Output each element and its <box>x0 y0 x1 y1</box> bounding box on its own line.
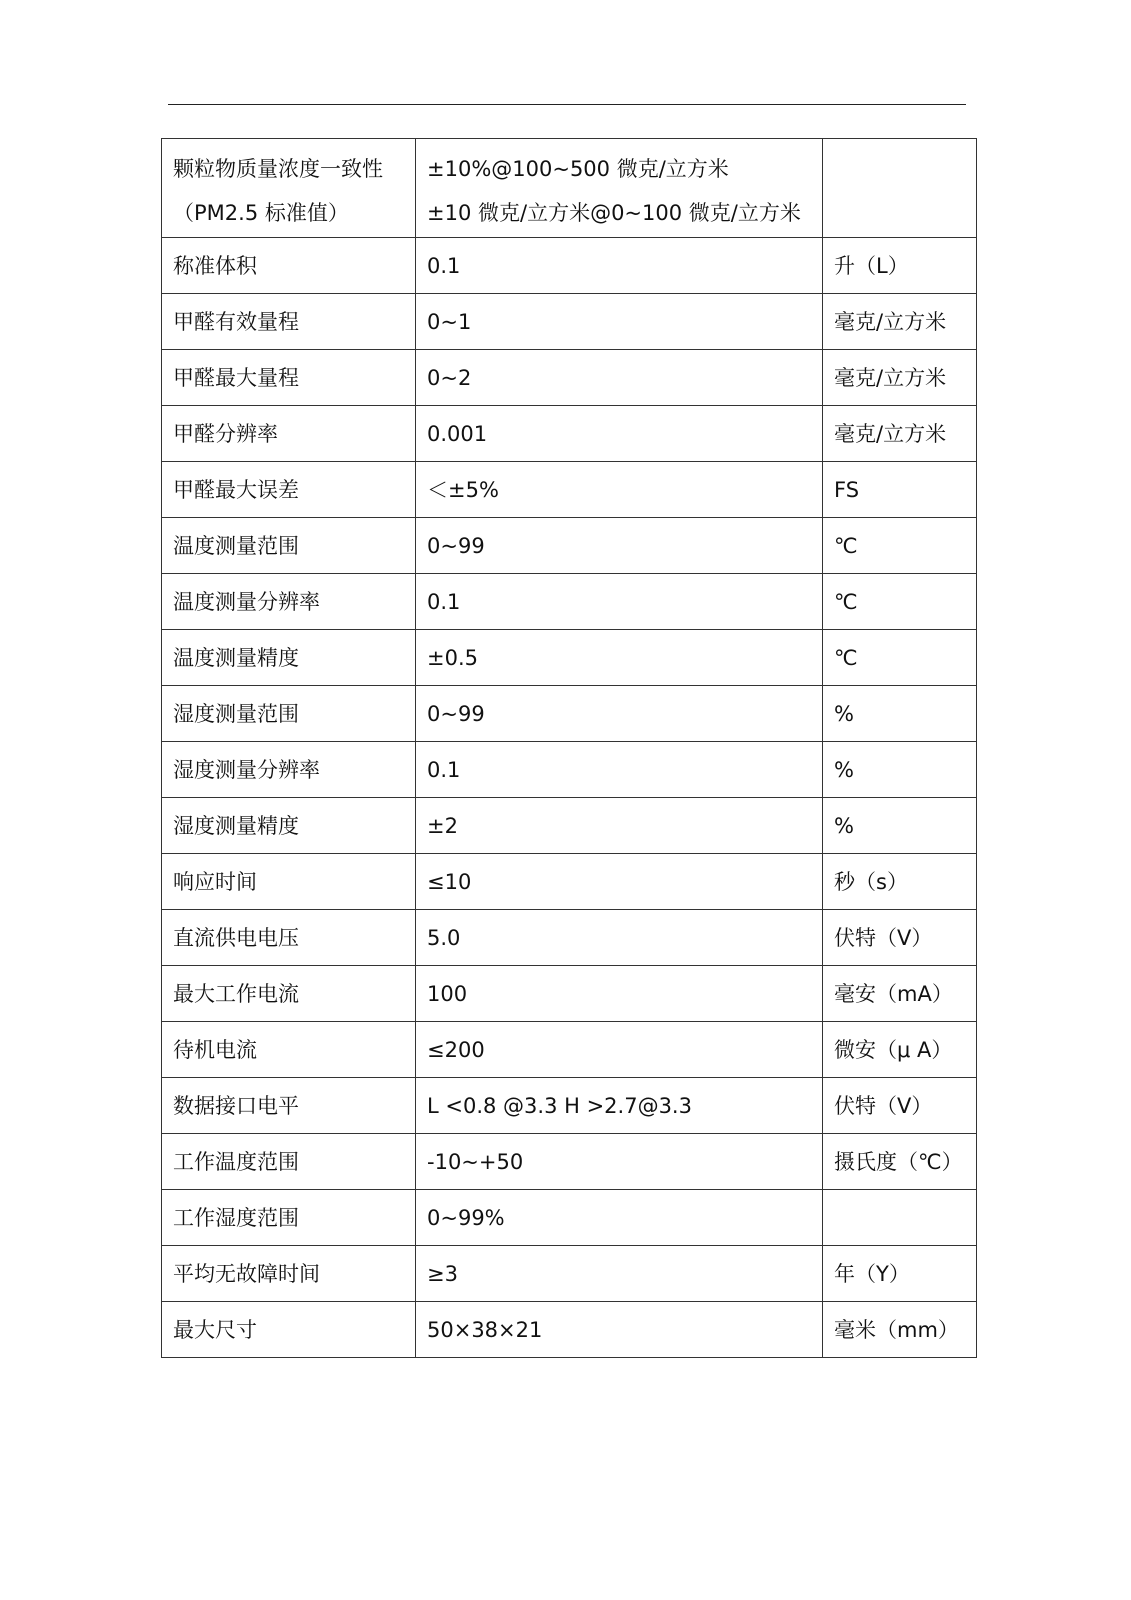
unit-cell: 微安（μ A） <box>823 1022 977 1078</box>
table-row <box>162 686 977 742</box>
table-row <box>162 238 977 294</box>
value-cell: 0.1 <box>416 574 823 630</box>
table-row <box>162 1190 977 1246</box>
value-cell: 0~2 <box>416 350 823 406</box>
value-cell: L <0.8 @3.3 H >2.7@3.3 <box>416 1078 823 1134</box>
param-cell: 直流供电电压 <box>162 910 416 966</box>
value-cell <box>416 139 823 238</box>
param-cell: 甲醛最大量程 <box>162 350 416 406</box>
unit-cell <box>823 139 977 238</box>
unit-cell: 摄氏度（℃） <box>823 1134 977 1190</box>
unit-cell: FS <box>823 462 977 518</box>
param-cell: 温度测量精度 <box>162 630 416 686</box>
unit-cell: 伏特（V） <box>823 1078 977 1134</box>
value-line: ±10 微克/立方米@0~100 微克/立方米 <box>427 201 801 225</box>
table-row <box>162 406 977 462</box>
unit-cell: 毫克/立方米 <box>823 406 977 462</box>
value-cell: 5.0 <box>416 910 823 966</box>
unit-cell: 毫米（mm） <box>823 1302 977 1358</box>
value-cell: 0~99% <box>416 1190 823 1246</box>
param-cell: 工作湿度范围 <box>162 1190 416 1246</box>
table-row <box>162 798 977 854</box>
table-row <box>162 742 977 798</box>
table-row <box>162 1134 977 1190</box>
value-cell: ≤200 <box>416 1022 823 1078</box>
unit-cell: 年（Y） <box>823 1246 977 1302</box>
table-row <box>162 1078 977 1134</box>
param-line: 颗粒物质量浓度一致性 <box>173 157 383 181</box>
table-row <box>162 854 977 910</box>
param-cell: 湿度测量分辨率 <box>162 742 416 798</box>
unit-cell: 伏特（V） <box>823 910 977 966</box>
param-cell: 湿度测量精度 <box>162 798 416 854</box>
value-cell: ≤10 <box>416 854 823 910</box>
param-cell <box>162 139 416 238</box>
value-cell: ±0.5 <box>416 630 823 686</box>
param-cell: 甲醛有效量程 <box>162 294 416 350</box>
param-cell: 温度测量范围 <box>162 518 416 574</box>
table-row <box>162 518 977 574</box>
table-row <box>162 294 977 350</box>
table-row <box>162 910 977 966</box>
value-cell: 0~99 <box>416 518 823 574</box>
param-cell: 响应时间 <box>162 854 416 910</box>
unit-cell: % <box>823 742 977 798</box>
table-row <box>162 1246 977 1302</box>
param-cell: 湿度测量范围 <box>162 686 416 742</box>
value-cell: ≥3 <box>416 1246 823 1302</box>
unit-cell: 升（L） <box>823 238 977 294</box>
param-cell: 甲醛最大误差 <box>162 462 416 518</box>
param-cell: 待机电流 <box>162 1022 416 1078</box>
param-cell: 最大工作电流 <box>162 966 416 1022</box>
value-cell: 0.1 <box>416 238 823 294</box>
value-cell: ±2 <box>416 798 823 854</box>
value-cell: 50×38×21 <box>416 1302 823 1358</box>
table-row <box>162 139 977 238</box>
unit-cell <box>823 1190 977 1246</box>
value-cell: -10~+50 <box>416 1134 823 1190</box>
param-line: （PM2.5 标准值） <box>173 201 349 225</box>
param-cell: 最大尺寸 <box>162 1302 416 1358</box>
param-cell: 工作温度范围 <box>162 1134 416 1190</box>
param-cell: 甲醛分辨率 <box>162 406 416 462</box>
header-rule <box>168 104 966 105</box>
value-cell: 0~1 <box>416 294 823 350</box>
value-cell: 0.001 <box>416 406 823 462</box>
table-row <box>162 462 977 518</box>
unit-cell: % <box>823 798 977 854</box>
table-row <box>162 1022 977 1078</box>
param-cell: 称准体积 <box>162 238 416 294</box>
spec-table <box>161 138 977 1358</box>
unit-cell: 毫克/立方米 <box>823 350 977 406</box>
table-row <box>162 1302 977 1358</box>
value-cell: 0~99 <box>416 686 823 742</box>
param-cell: 温度测量分辨率 <box>162 574 416 630</box>
value-cell: ＜±5% <box>416 462 823 518</box>
unit-cell: % <box>823 686 977 742</box>
table-row <box>162 966 977 1022</box>
table-row <box>162 350 977 406</box>
param-cell: 平均无故障时间 <box>162 1246 416 1302</box>
table-row <box>162 630 977 686</box>
unit-cell: 毫克/立方米 <box>823 294 977 350</box>
unit-cell: 秒（s） <box>823 854 977 910</box>
table-row <box>162 574 977 630</box>
unit-cell: ℃ <box>823 630 977 686</box>
value-cell: 0.1 <box>416 742 823 798</box>
unit-cell: ℃ <box>823 518 977 574</box>
value-line: ±10%@100~500 微克/立方米 <box>427 157 729 181</box>
unit-cell: 毫安（mA） <box>823 966 977 1022</box>
param-cell: 数据接口电平 <box>162 1078 416 1134</box>
value-cell: 100 <box>416 966 823 1022</box>
unit-cell: ℃ <box>823 574 977 630</box>
